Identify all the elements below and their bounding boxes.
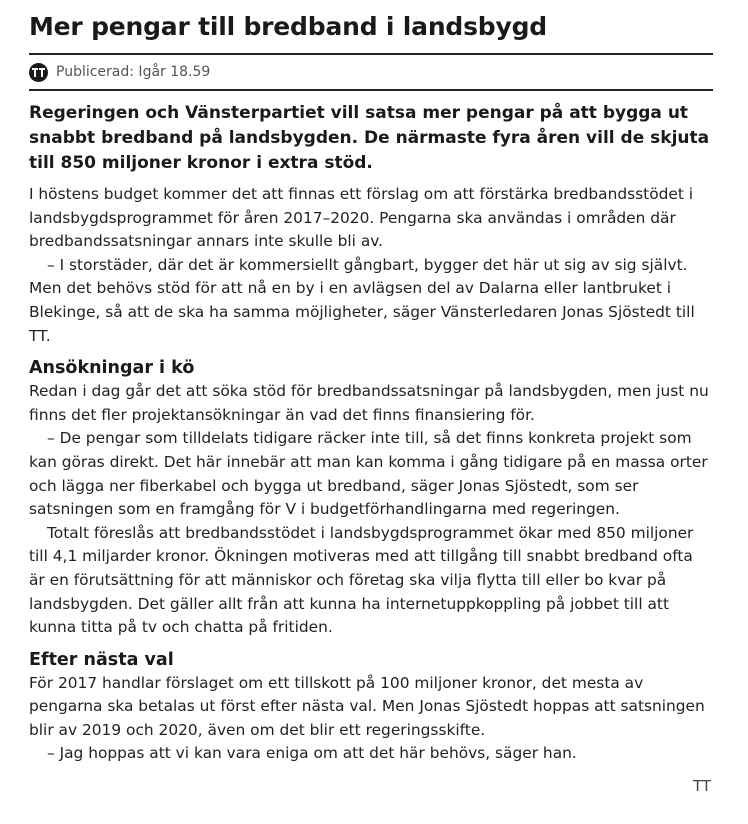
article — [29, 0, 713, 795]
body-paragraph: – Jag hoppas att vi kan vara eniga om att det här behövs, säger han. — [47, 744, 577, 763]
body-paragraph: Redan i dag går det att söka stöd för bredbandssatsningar på landsbygden, men just nu finns det fler projektansökningar än vad det finns finansiering för. — [29, 382, 709, 424]
body-paragraph: I höstens budget kommer det att finnas ett förslag om att förstärka bredbandsstödet i landsbygdsprogrammet för åren 2017–2020. Pengarna ska användas i områden där bredbandssatsningar annars inte skulle bli av. — [29, 185, 694, 251]
section-subhead: Ansökningar i kö — [29, 358, 195, 379]
article-byline: TT — [692, 777, 711, 796]
body-paragraph: Totalt föreslås att bredbandsstödet i landsbygdsprogrammet ökar med 850 miljoner till 4,1 miljarder kronor. Ökningen motiveras med att tillgång till snabbt bredband ofta är en förutsättning för att människor och företag ska vilja flytta till eller bo kvar på landsbygden. Det gäller allt från att kunna ha internetuppkoppling på jobbet till att kunna titta på tv och chatta på fritiden. — [29, 523, 694, 637]
article-headline: Mer pengar till bredband i landsbygd — [29, 10, 713, 55]
article-body — [29, 183, 713, 766]
article-lead: Regeringen och Vänsterpartiet vill satsa mer pengar på att bygga ut snabbt bredband på landsbygden. De närmaste fyra åren vill de skjuta till 850 miljoner kronor i extra stöd. — [29, 103, 710, 173]
body-paragraph: För 2017 handlar förslaget om ett tillskott på 100 miljoner kronor, det mesta av pengarna ska betalas ut först efter nästa val. Men Jonas Sjöstedt hoppas att satsningen blir av 2019 och 2020, även om det blir ett regeringsskifte. — [29, 673, 705, 739]
tt-logo-icon — [29, 63, 48, 82]
published-timestamp: Publicerad: Igår 18.59 — [56, 64, 211, 80]
section-subhead: Efter nästa val — [29, 649, 174, 670]
body-paragraph: – I storstäder, där det är kommersiellt gångbart, bygger det här ut sig av sig självt. Men det behövs stöd för att nå en by i en avlägsen del av Dalarna eller lantbruket i Blekinge, så att de ska ha samma möjligheter, säger Vänsterledaren Jonas Sjöstedt till TT. — [29, 255, 695, 345]
publish-meta — [29, 55, 713, 91]
body-paragraph: – De pengar som tilldelats tidigare räcker inte till, så det finns konkreta projekt som kan göras direkt. Det här innebär att man kan komma i gång tidigare på en massa orter och lägga ner fiberkabel och bygga ut bredband, säger Jonas Sjöstedt, som ser satsningen som en framgång för V i budgetförhandlingarna med regeringen. — [29, 429, 708, 519]
